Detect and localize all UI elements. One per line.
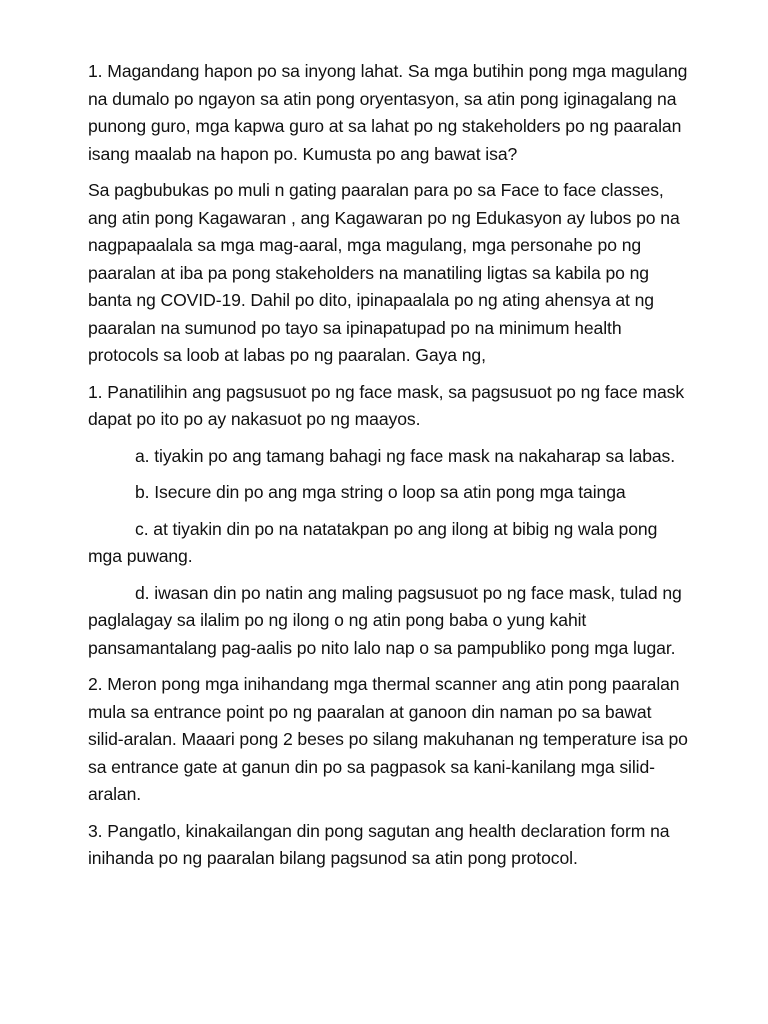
- paragraph-item-health-declaration: 3. Pangatlo, kinakailangan din pong sagutan ang health declaration form na inihanda po ng paaralan bilang pagsunod sa atin pong protocol.: [88, 820, 670, 868]
- paragraph-item-thermal-scanner: 2. Meron pong mga inihandang mga thermal scanner ang atin pong paaralan mula sa entrance point po ng paaralan at ganoon din naman po sa bawat silid-aralan. Maaari pong 2 beses po silang makuhanan ng temperature isa po sa entrance gate at ganun din po sa pagpasok sa kani-kanilang mga silid-aralan.: [88, 674, 688, 804]
- paragraph-item-face-mask: 1. Panatilihin ang pagsusuot po ng face mask, sa pagsusuot po ng face mask dapat po ito po ay nakasuot po ng maayos.: [88, 381, 685, 429]
- paragraph-subitem-c: c. at tiyakin din po na natatakpan po ang ilong at bibig ng wala pong mga puwang.: [88, 518, 658, 566]
- document-page: [88, 58, 688, 882]
- paragraph-greeting: 1. Magandang hapon po sa inyong lahat. Sa mga butihin pong mga magulang na dumalo po ngayon sa atin pong oryentasyon, sa atin pong iginagalang na punong guro, mga kapwa guro at sa lahat po ng stakeholders po ng paaralan isang maalab na hapon po. Kumusta po ang bawat isa?: [88, 61, 688, 164]
- paragraph-introduction: Sa pagbubukas po muli n gating paaralan para po sa Face to face classes, ang atin pong Kagawaran , ang Kagawaran po ng Edukasyon ay lubos po na nagpapaalala sa mga mag-aaral, mga magulang, mga personahe po ng paaralan at iba pa pong stakeholders na manatiling ligtas sa kabila po ng banta ng COVID-19. Dahil po dito, ipinapaalala po ng ating ahensya at ng paaralan na sumunod po tayo sa ipinapatupad po na minimum health protocols sa loob at labas po ng paaralan. Gaya ng,: [88, 180, 680, 365]
- paragraph-subitem-d: d. iwasan din po natin ang maling pagsusuot po ng face mask, tulad ng paglalagay sa ilalim po ng ilong o ng atin pong baba o yung kahit pansamantalang pag-aalis po nito lalo nap o sa pampubliko pong mga lugar.: [88, 582, 682, 658]
- paragraph-subitem-a: a. tiyakin po ang tamang bahagi ng face mask na nakaharap sa labas.: [135, 445, 676, 466]
- paragraph-subitem-b: b. Isecure din po ang mga string o loop sa atin pong mga tainga: [135, 482, 626, 502]
